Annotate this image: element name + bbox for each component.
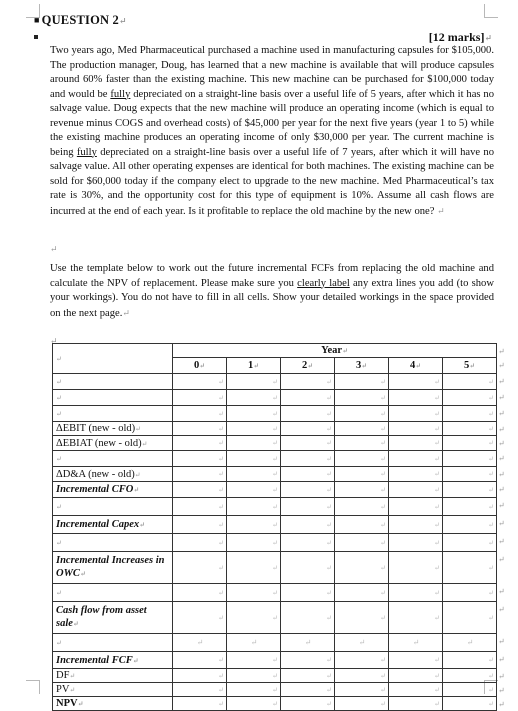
- row-end-mark-icon: ↵: [498, 536, 505, 546]
- input-cell[interactable]: ↵: [389, 584, 443, 602]
- input-cell[interactable]: ↵: [281, 683, 335, 697]
- input-cell[interactable]: ↵: [443, 516, 497, 534]
- input-cell[interactable]: ↵: [389, 422, 443, 436]
- input-cell[interactable]: ↵: [389, 436, 443, 451]
- row-label: NPV↵: [53, 697, 173, 711]
- input-cell[interactable]: ↵: [173, 669, 227, 683]
- input-cell[interactable]: ↵: [281, 436, 335, 451]
- input-cell[interactable]: ↵: [443, 683, 497, 697]
- row-label: ↵: [53, 374, 173, 390]
- row-label: ↵: [53, 406, 173, 422]
- row-end-mark-icon: ↵: [498, 346, 505, 356]
- input-cell[interactable]: ↵: [173, 390, 227, 406]
- input-cell[interactable]: ↵: [227, 697, 281, 711]
- input-cell[interactable]: ↵: [335, 374, 389, 390]
- input-cell[interactable]: ↵: [227, 652, 281, 669]
- row-label: ↵: [53, 534, 173, 552]
- table-row: [53, 516, 497, 534]
- row-label: DF↵: [53, 669, 173, 683]
- row-end-mark-icon: ↵: [498, 604, 505, 614]
- input-cell[interactable]: ↵: [173, 467, 227, 482]
- input-cell[interactable]: ↵: [281, 584, 335, 602]
- table-row: [53, 498, 497, 516]
- row-label: Cash flow from asset sale↵: [53, 602, 173, 634]
- paragraph-mark-icon: ↵: [437, 205, 445, 216]
- table-row: [53, 669, 497, 683]
- table-row: [53, 390, 497, 406]
- input-cell[interactable]: ↵: [227, 498, 281, 516]
- table-row: [53, 634, 497, 652]
- input-cell[interactable]: ↵: [389, 634, 443, 652]
- input-cell[interactable]: ↵: [281, 534, 335, 552]
- input-cell[interactable]: ↵: [389, 467, 443, 482]
- input-cell[interactable]: ↵: [227, 534, 281, 552]
- input-cell[interactable]: ↵: [281, 552, 335, 584]
- input-cell[interactable]: ↵: [227, 584, 281, 602]
- table-row: [53, 482, 497, 498]
- input-cell[interactable]: ↵: [389, 451, 443, 467]
- input-cell[interactable]: ↵: [443, 584, 497, 602]
- row-end-mark-icon: ↵: [498, 392, 505, 402]
- row-end-mark-icon: ↵: [498, 438, 505, 448]
- input-cell[interactable]: ↵: [443, 602, 497, 634]
- input-cell[interactable]: ↵: [335, 422, 389, 436]
- row-end-mark-icon: ↵: [498, 500, 505, 510]
- row-label: Incremental Capex↵: [53, 516, 173, 534]
- input-cell[interactable]: ↵: [389, 683, 443, 697]
- input-cell[interactable]: ↵: [389, 516, 443, 534]
- input-cell[interactable]: ↵: [227, 634, 281, 652]
- row-end-mark-icon: ↵: [498, 424, 505, 434]
- input-cell[interactable]: ↵: [443, 482, 497, 498]
- input-cell[interactable]: ↵: [335, 406, 389, 422]
- input-cell[interactable]: ↵: [389, 374, 443, 390]
- input-cell[interactable]: ↵: [281, 634, 335, 652]
- input-cell[interactable]: ↵: [389, 552, 443, 584]
- table-row: [53, 602, 497, 634]
- question-paragraph: Two years ago, Med Pharmaceutical purchased a machine used in manufacturing capsules for $105,000. The production manager, Doug, has learned that a new machine is available that will produce capsules around 60% faster than the existing machine. This new machine can be purchased for $100,000 today and would be fully depreciated on a straight-line basis over a useful life of 5 years, after which it has no salvage value. Doug expects that the new machine will produce an operating income (which is equal to revenue minus COGS and overhead costs) of $45,000 per year for the next five years (year 1 to 5) while the existing machine produces an operating income of only $30,000 per year. The current machine is being fully depreciated on a straight-line basis over a useful life of 7 years, after which it will have no salvage value. All other operating expenses are identical for both machines. The existing machine can be sold for $60,000 today if the company elect to upgrade to the new machine. Med Pharmaceutical’s tax rate is 30%, and the opportunity cost for this type of equipment is 10%. Assume all cash flows are incurred at the end of each year. Is it profitable to replace the old machine by the new one? ↵: [50, 45, 494, 217]
- question-marks: [12 marks]↵: [428, 30, 492, 44]
- input-cell[interactable]: ↵: [443, 451, 497, 467]
- input-cell[interactable]: ↵: [335, 683, 389, 697]
- row-label: ↵: [53, 451, 173, 467]
- input-cell[interactable]: ↵: [227, 467, 281, 482]
- paragraph-mark-icon: ↵: [122, 307, 130, 318]
- row-label: ↵: [53, 634, 173, 652]
- table-row: [53, 436, 497, 451]
- row-end-mark-icon: ↵: [498, 671, 505, 681]
- input-cell[interactable]: ↵: [227, 422, 281, 436]
- input-cell[interactable]: ↵: [281, 652, 335, 669]
- marks-line: [34, 30, 492, 44]
- input-cell[interactable]: ↵: [443, 634, 497, 652]
- row-end-mark-icon: ↵: [498, 654, 505, 664]
- input-cell[interactable]: ↵: [281, 451, 335, 467]
- input-cell[interactable]: ↵: [389, 697, 443, 711]
- instructions-paragraph: Use the template below to work out the future incremental FCFs from replacing the old machine and calculate the NPV of replacement. Please make sure you clearly label any extra lines you add (to show your workings). You do not have to fill in all cells. Show your detailed workings in the space provided on the next page.↵: [50, 263, 494, 319]
- input-cell[interactable]: ↵: [443, 534, 497, 552]
- row-label: Incremental FCF↵: [53, 652, 173, 669]
- table-row: [53, 683, 497, 697]
- input-cell[interactable]: ↵: [173, 534, 227, 552]
- input-cell[interactable]: ↵: [173, 584, 227, 602]
- row-end-mark-icon: ↵: [498, 453, 505, 463]
- page-corner-mark: [26, 680, 40, 694]
- input-cell[interactable]: ↵: [389, 652, 443, 669]
- bullet-icon: [34, 35, 38, 39]
- input-cell[interactable]: ↵: [173, 516, 227, 534]
- input-cell[interactable]: ↵: [281, 669, 335, 683]
- input-cell[interactable]: ↵: [335, 482, 389, 498]
- input-cell[interactable]: ↵: [227, 552, 281, 584]
- table-row: [53, 467, 497, 482]
- input-cell[interactable]: ↵: [389, 390, 443, 406]
- row-end-mark-icon: ↵: [498, 685, 505, 695]
- input-cell[interactable]: ↵: [173, 683, 227, 697]
- table-row: [53, 422, 497, 436]
- row-end-mark-icon: ↵: [498, 518, 505, 528]
- input-cell[interactable]: ↵: [335, 652, 389, 669]
- row-label: ↵: [53, 584, 173, 602]
- year-cell: 2↵: [281, 358, 335, 374]
- input-cell[interactable]: ↵: [281, 498, 335, 516]
- input-cell[interactable]: ↵: [281, 467, 335, 482]
- input-cell[interactable]: ↵: [173, 436, 227, 451]
- question-heading: ■ QUESTION 2↵: [34, 13, 127, 27]
- input-cell[interactable]: ↵: [173, 602, 227, 634]
- row-end-mark-icon: ↵: [498, 469, 505, 479]
- input-cell[interactable]: ↵: [335, 467, 389, 482]
- input-cell[interactable]: ↵: [335, 552, 389, 584]
- input-cell[interactable]: ↵: [335, 602, 389, 634]
- row-end-mark-icon: ↵: [498, 408, 505, 418]
- row-label: Incremental Increases in OWC↵: [53, 552, 173, 584]
- table-row: [53, 374, 497, 390]
- input-cell[interactable]: ↵: [443, 669, 497, 683]
- input-cell[interactable]: ↵: [173, 422, 227, 436]
- fcf-template-table: [52, 343, 497, 711]
- input-cell[interactable]: ↵: [173, 451, 227, 467]
- input-cell[interactable]: ↵: [173, 406, 227, 422]
- input-cell[interactable]: ↵: [389, 534, 443, 552]
- input-cell[interactable]: ↵: [281, 374, 335, 390]
- input-cell[interactable]: ↵: [443, 374, 497, 390]
- table-row: [53, 552, 497, 584]
- row-end-mark-icon: ↵: [498, 636, 505, 646]
- row-label: ΔEBIAT (new - old)↵: [53, 436, 173, 451]
- input-cell[interactable]: ↵: [227, 683, 281, 697]
- year-cell: 3↵: [335, 358, 389, 374]
- input-cell[interactable]: ↵: [173, 634, 227, 652]
- input-cell[interactable]: ↵: [281, 602, 335, 634]
- table-row: [53, 652, 497, 669]
- year-cell: 4↵: [389, 358, 443, 374]
- input-cell[interactable]: ↵: [227, 602, 281, 634]
- input-cell[interactable]: ↵: [173, 552, 227, 584]
- input-cell[interactable]: ↵: [173, 374, 227, 390]
- row-end-mark-icon: ↵: [498, 586, 505, 596]
- input-cell[interactable]: ↵: [443, 652, 497, 669]
- input-cell[interactable]: ↵: [173, 697, 227, 711]
- year-cell: 5↵: [443, 358, 497, 374]
- table-row: [53, 406, 497, 422]
- table-row: [53, 451, 497, 467]
- input-cell[interactable]: ↵: [335, 436, 389, 451]
- input-cell[interactable]: ↵: [443, 498, 497, 516]
- input-cell[interactable]: ↵: [173, 652, 227, 669]
- input-cell[interactable]: ↵: [443, 436, 497, 451]
- year-cell: 0↵: [173, 358, 227, 374]
- paragraph-mark-icon: ↵: [119, 16, 127, 26]
- input-cell[interactable]: ↵: [281, 697, 335, 711]
- input-cell[interactable]: ↵: [227, 390, 281, 406]
- input-cell[interactable]: ↵: [335, 669, 389, 683]
- input-cell[interactable]: ↵: [389, 669, 443, 683]
- input-cell[interactable]: ↵: [443, 467, 497, 482]
- row-label: ΔD&A (new - old)↵: [53, 467, 173, 482]
- input-cell[interactable]: ↵: [443, 422, 497, 436]
- input-cell[interactable]: ↵: [281, 406, 335, 422]
- input-cell[interactable]: ↵: [227, 669, 281, 683]
- input-cell[interactable]: ↵: [335, 498, 389, 516]
- input-cell[interactable]: ↵: [227, 406, 281, 422]
- row-label: ΔEBIT (new - old)↵: [53, 422, 173, 436]
- paragraph-mark-icon: ↵: [50, 336, 58, 346]
- input-cell[interactable]: ↵: [335, 697, 389, 711]
- row-end-mark-icon: ↵: [498, 376, 505, 386]
- input-cell[interactable]: ↵: [389, 482, 443, 498]
- input-cell[interactable]: ↵: [389, 602, 443, 634]
- input-cell[interactable]: ↵: [227, 436, 281, 451]
- table-row: [53, 534, 497, 552]
- table-row: [53, 584, 497, 602]
- year-header: Year↵: [173, 344, 497, 358]
- input-cell[interactable]: ↵: [335, 390, 389, 406]
- table-header-row: [53, 344, 497, 358]
- input-cell[interactable]: ↵: [443, 697, 497, 711]
- input-cell[interactable]: ↵: [443, 406, 497, 422]
- input-cell[interactable]: ↵: [443, 390, 497, 406]
- row-label: ↵: [53, 390, 173, 406]
- input-cell[interactable]: ↵: [389, 406, 443, 422]
- input-cell[interactable]: ↵: [281, 516, 335, 534]
- input-cell[interactable]: ↵: [173, 482, 227, 498]
- row-label: ↵: [53, 498, 173, 516]
- paragraph-mark-icon: ↵: [50, 244, 58, 254]
- input-cell[interactable]: ↵: [281, 482, 335, 498]
- input-cell[interactable]: ↵: [281, 390, 335, 406]
- input-cell[interactable]: ↵: [227, 374, 281, 390]
- row-label: PV↵: [53, 683, 173, 697]
- table-row: [53, 697, 497, 711]
- input-cell[interactable]: ↵: [335, 634, 389, 652]
- row-end-mark-icon: ↵: [498, 360, 505, 370]
- year-cell: 1↵: [227, 358, 281, 374]
- input-cell[interactable]: ↵: [281, 422, 335, 436]
- input-cell[interactable]: ↵: [443, 552, 497, 584]
- table-corner-cell: ↵: [53, 344, 173, 374]
- row-label: Incremental CFO↵: [53, 482, 173, 498]
- row-end-mark-icon: ↵: [498, 554, 505, 564]
- row-end-mark-icon: ↵: [498, 699, 505, 709]
- input-cell[interactable]: ↵: [173, 498, 227, 516]
- row-end-mark-icon: ↵: [498, 484, 505, 494]
- input-cell[interactable]: ↵: [227, 451, 281, 467]
- input-cell[interactable]: ↵: [335, 534, 389, 552]
- input-cell[interactable]: ↵: [389, 498, 443, 516]
- input-cell[interactable]: ↵: [227, 516, 281, 534]
- input-cell[interactable]: ↵: [335, 584, 389, 602]
- bullet-icon: ■: [34, 15, 40, 25]
- input-cell[interactable]: ↵: [335, 451, 389, 467]
- input-cell[interactable]: ↵: [227, 482, 281, 498]
- page-corner-mark: [484, 4, 498, 18]
- input-cell[interactable]: ↵: [335, 516, 389, 534]
